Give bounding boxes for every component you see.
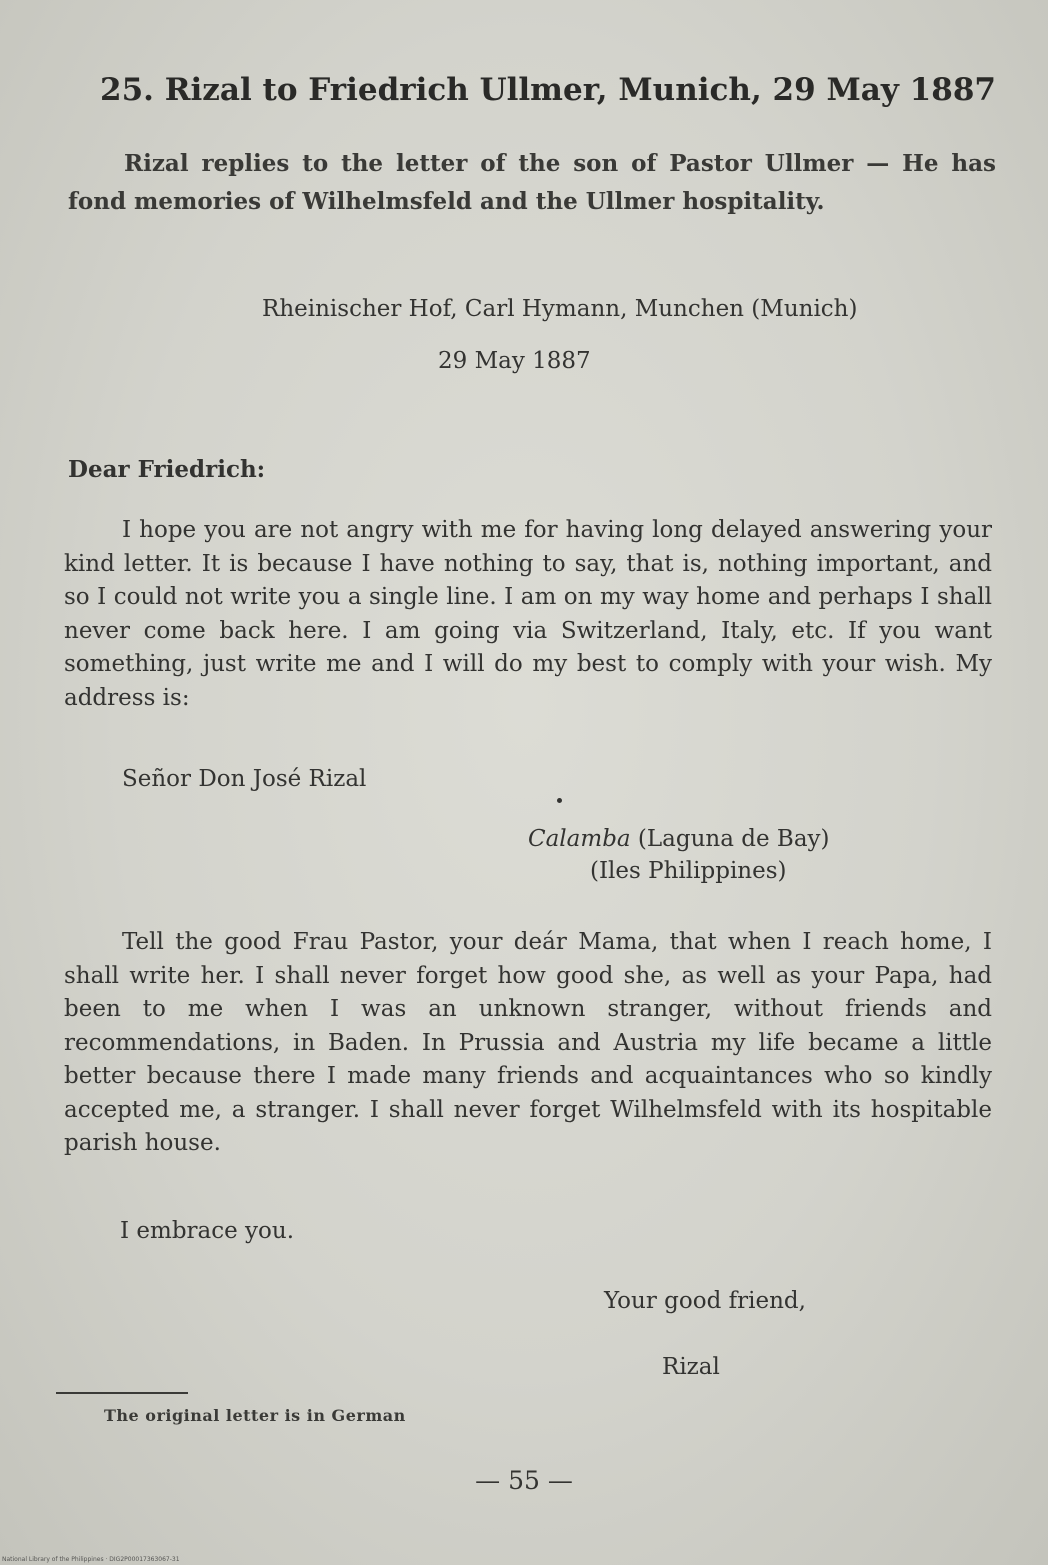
- address-town-line: [528, 826, 830, 852]
- footnote-rule: [56, 1392, 188, 1394]
- dot-mark: [557, 798, 562, 803]
- address-name: Señor Don José Rizal: [122, 766, 367, 792]
- address-town-detail: (Laguna de Bay): [630, 826, 830, 852]
- letter-title: 25. Rizal to Friedrich Ullmer, Munich, 29 May 1887: [100, 72, 996, 108]
- address-town: Calamba: [528, 826, 631, 852]
- address-country: (Iles Philippines): [590, 858, 787, 884]
- signature: Rizal: [662, 1354, 720, 1380]
- scan-credit: National Library of the Philippines · DIG2P00017363067-31: [2, 1556, 180, 1563]
- dateline-date: 29 May 1887: [438, 348, 591, 374]
- paragraph-1: I hope you are not angry with me for having long delayed answering your kind letter. It is because I have nothing to say, that is, nothing important, and so I could not write you a single line. I am on my way home and perhaps I shall never come back here. I am going via Switzerland, Italy, etc. If you want something, just write me and I will do my best to comply with your wish. My address is:: [64, 517, 992, 711]
- paragraph-2: Tell the good Frau Pastor, your deár Mama, that when I reach home, I shall write her. I shall never forget how good she, as well as your Papa, had been to me when I was an unknown stranger, without friends and recommendations, in Baden. In Prussia and Austria my life became a little better because there I made many friends and acquaintances who so kindly accepted me, a stranger. I shall never forget Wilhelmsfeld with its hospitable parish house.: [64, 929, 992, 1156]
- closing-embrace: I embrace you.: [120, 1218, 295, 1244]
- footnote: The original letter is in German: [104, 1406, 406, 1425]
- page-number: — 55 —: [475, 1466, 573, 1495]
- salutation: Dear Friedrich:: [68, 456, 266, 483]
- letter-summary: Rizal replies to the letter of the son of Pastor Ullmer — He has fond memories of Wilhelmsfeld and the Ullmer hospitality.: [68, 150, 996, 215]
- dateline-place: Rheinischer Hof, Carl Hymann, Munchen (Munich): [262, 296, 858, 322]
- closing-friend: Your good friend,: [604, 1288, 806, 1314]
